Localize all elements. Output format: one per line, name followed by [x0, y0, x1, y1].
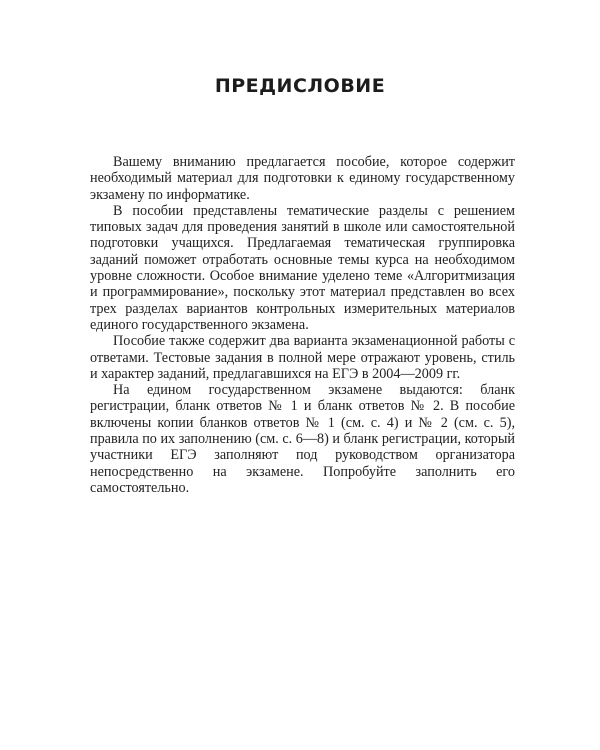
- paragraph-sections: В пособии представлены тематические разделы с решением типовых задач для проведения занятий в школе или самостоятельной подготовки учащихся. Предлагаемая тематическая группировка заданий поможет отработать основные темы курса на необходимом уровне сложности. Особое внимание уделено теме «Алгоритмизация и программирование», поскольку этот материал представлен во всех трех разделах вариантов контрольных измерительных материалов единого государственного экзамена.: [90, 202, 515, 333]
- paragraph-intro: Вашему вниманию предлагается пособие, которое содержит необходимый материал для подготовки к единому государственному экзамену по информатике.: [90, 154, 515, 203]
- page-title: ПРЕДИСЛОВИЕ: [214, 75, 386, 97]
- paragraph-exam-variants: Пособие также содержит два варианта экзаменационной работы с ответами. Тестовые задания в полной мере отражают уровень, стиль и характер заданий, предлагавшихся на ЕГЭ в 2004—2009 гг.: [90, 333, 515, 382]
- body-text: [90, 154, 515, 496]
- paragraph-exam-forms: На едином государственном экзамене выдаются: бланк регистрации, бланк ответов № 1 и бланк ответов № 2. В пособие включены копии бланков ответов № 1 (см. с. 4) и № 2 (см. с. 5), правила по их заполнению (см. с. 6—8) и бланк регистрации, который участники ЕГЭ заполняют под руководством организатора непосредственно на экзамене. Попробуйте заполнить его самостоятельно.: [90, 382, 515, 496]
